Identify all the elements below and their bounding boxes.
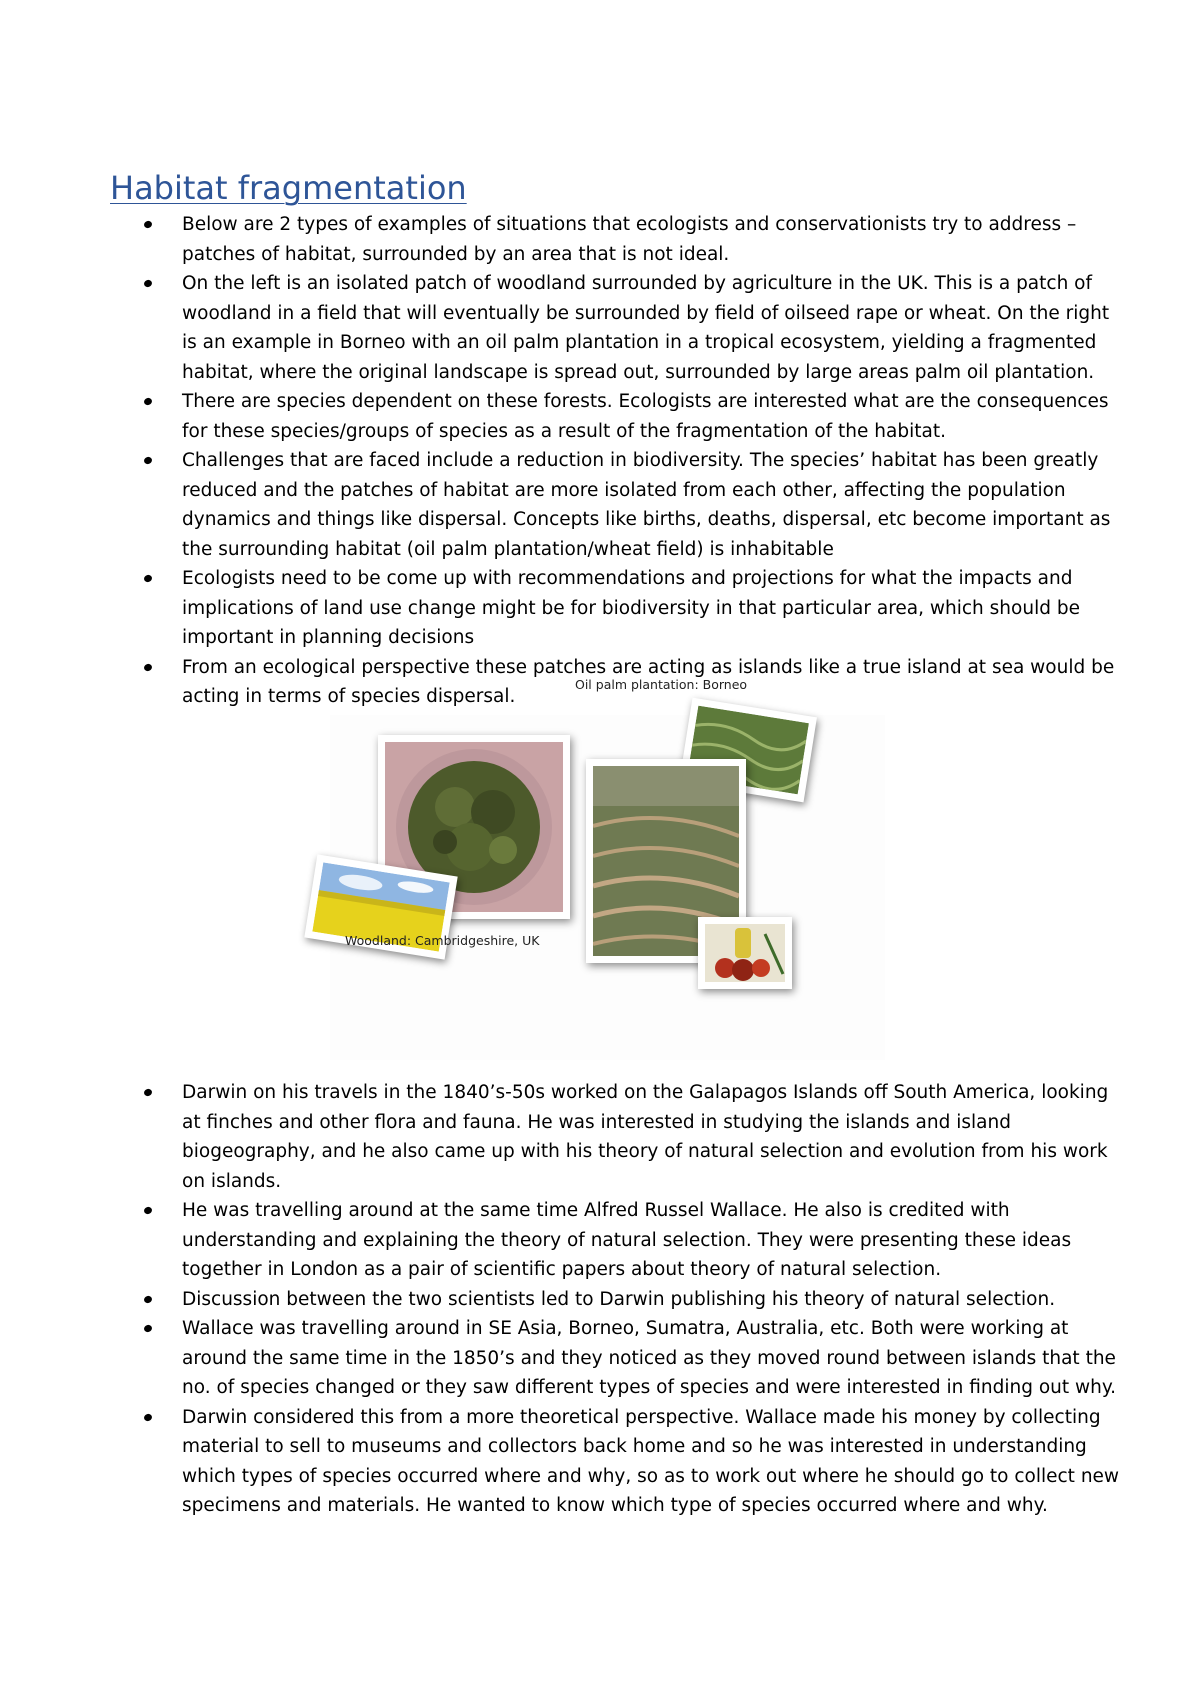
caption-woodland: Woodland: Cambridgeshire, UK [345,933,540,948]
bullet-list-bottom [140,1078,1120,1521]
bullet-icon [143,397,153,406]
list-item-text: He was travelling around at the same time Alfred Russel Wallace. He also is credited with understanding and explaining the theory of natural selection. They were presenting these ideas together in London as a pair of scientific papers about theory of natural selection. [182,1200,1072,1280]
list-item-text: There are species dependent on these forests. Ecologists are interested what are the consequences for these species/groups of species as a result of the fragmentation of the habitat. [182,391,1109,442]
bullet-icon [143,1206,153,1215]
palm-oil-fruit-photo [698,917,792,989]
figure-habitat-photos [330,677,885,1060]
list-item-text: Darwin considered this from a more theoretical perspective. Wallace made his money by collecting material to sell to museums and collectors back home and so he was interested in understanding which types of species occurred where and why, so as to work out where he should go to collect new specimens and materials. He wanted to know which type of species occurred where and why. [182,1406,1120,1516]
bullet-icon [143,1412,153,1421]
list-item-text: Challenges that are faced include a reduction in biodiversity. The species’ habitat has been greatly reduced and the patches of habitat are more isolated from each other, affecting the population dynamics and things like dispersal. Concepts like births, deaths, dispersal, etc become important as the surrounding habitat (oil palm plantation/wheat field) is inhabitable [182,450,1111,560]
list-item-text: Wallace was travelling around in SE Asia, Borneo, Sumatra, Australia, etc. Both were working at around the same time in the 1850’s and they noticed as they moved round between islands that the no. of species changed or they saw different types of species and were interested in finding out why. [182,1318,1117,1398]
list-item [140,1078,1120,1196]
bullet-icon [143,1324,153,1333]
bullet-icon [143,220,153,229]
list-item [140,1403,1120,1521]
list-item [140,1196,1120,1285]
list-item [140,210,1120,269]
list-item [140,1314,1120,1403]
bullet-icon [143,1294,153,1303]
page-title: Habitat fragmentation [110,169,467,207]
list-item-text: Darwin on his travels in the 1840’s-50s worked on the Galapagos Islands off South America, looking at finches and other flora and fauna. He was interested in studying the islands and island biogeography, and he also came up with his theory of natural selection and evolution from his work on islands. [182,1082,1109,1192]
list-item-text: Discussion between the two scientists led to Darwin publishing his theory of natural selection. [182,1288,1056,1310]
list-item [140,446,1120,564]
list-item [140,564,1120,653]
bullet-icon [143,1088,153,1097]
list-item-text: From an ecological perspective these patches are acting as islands like a true island at sea would be acting in terms of species dispersal. [182,656,1115,707]
caption-oil-palm: Oil palm plantation: Borneo [575,677,748,692]
list-item-text: Below are 2 types of examples of situations that ecologists and conservationists try to address – patches of habitat, surrounded by an area that is not ideal. [182,214,1077,265]
list-item [140,387,1120,446]
bullet-icon [143,279,153,288]
bullet-list-top [140,210,1120,712]
list-item [140,269,1120,387]
list-item-text: On the left is an isolated patch of woodland surrounded by agriculture in the UK. This is a patch of woodland in a field that will eventually be surrounded by field of oilseed rape or wheat. On the right is an example in Borneo with an oil palm plantation in a tropical ecosystem, yielding a fragmented habitat, where the original landscape is spread out, surrounded by large areas palm oil plantation. [182,273,1110,383]
list-item [140,1285,1120,1315]
bullet-icon [143,456,153,465]
bullet-icon [143,574,153,583]
list-item-text: Ecologists need to be come up with recommendations and projections for what the impacts and implications of land use change might be for biodiversity in that particular area, which should be important in planning decisions [182,568,1080,648]
bullet-icon [143,662,153,671]
